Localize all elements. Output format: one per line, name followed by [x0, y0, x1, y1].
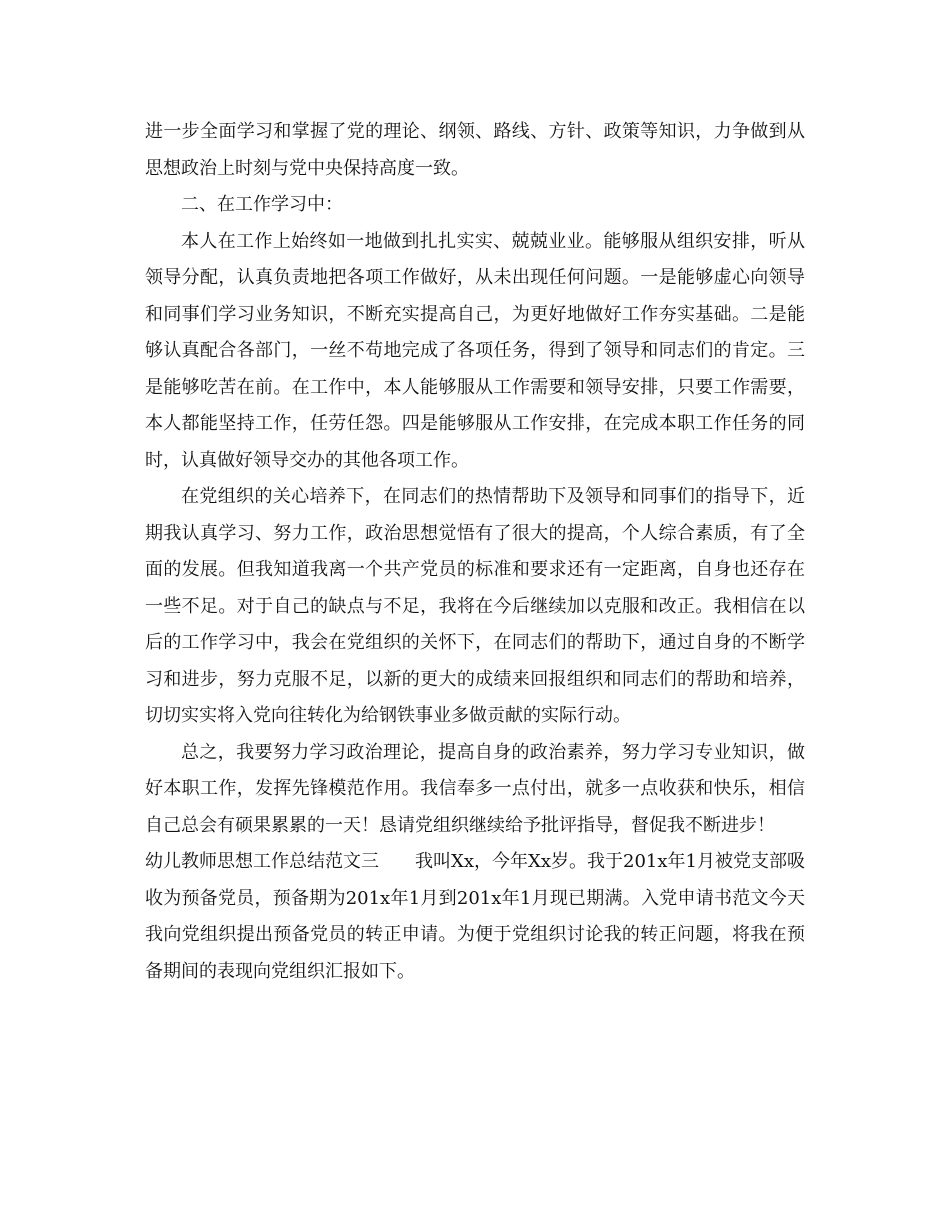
paragraph-intro-continuation: 进一步全面学习和掌握了党的理论、纲领、路线、方针、政策等知识，力争做到从思想政治上时刻与党中央保持高度一致。	[145, 121, 805, 179]
document-body	[145, 114, 805, 990]
section-heading: 二、在工作学习中：	[181, 194, 343, 215]
paragraph-conclusion: 总之，我要努力学习政治理论，提高自身的政治素养，努力学习专业知识，做好本职工作，发挥先锋模范作用。我信奉多一点付出，就多一点收获和快乐，相信自己总会有硕果累累的一天！恳请党组织继续给予批评指导，督促我不断进步！	[145, 741, 805, 836]
paragraph-work-study: 本人在工作上始终如一地做到扎扎实实、兢兢业业。能够服从组织安排，听从领导分配，认真负责地把各项工作做好，从未出现任何问题。一是能够虚心向领导和同事们学习业务知识，不断充实提高自己，为更好地做好工作夯实基础。二是能够认真配合各部门，一丝不苟地完成了各项任务，得到了领导和同志们的肯定。三是能够吃苦在前。在工作中，本人能够服从工作需要和领导安排，只要工作需要，本人都能坚持工作，任劳任怨。四是能够服从工作安排，在完成本职工作任务的同时，认真做好领导交办的其他各项工作。	[145, 230, 805, 471]
paragraph-growth: 在党组织的关心培养下，在同志们的热情帮助下及领导和同事们的指导下，近期我认真学习、努力工作，政治思想觉悟有了很大的提高，个人综合素质，有了全面的发展。但我知道我离一个共产党员的标准和要求还有一定距离，自身也还存在一些不足。对于自己的缺点与不足，我将在今后继续加以克服和改正。我相信在以后的工作学习中，我会在党组织的关怀下，在同志们的帮助下，通过自身的不断学习和进步，努力克服不足，以新的更大的成绩来回报组织和同志们的帮助和培养，切切实实将入党向往转化为给钢铁事业多做贡献的实际行动。	[145, 486, 805, 726]
paragraph-sample-three: 幼儿教师思想工作总结范文三 我叫Xx，今年Xx岁。我于201x年1月被党支部吸收为预备党员，预备期为201x年1月到201x年1月现已期满。入党申请书范文今天我向党组织提出预备党员的转正申请。为便于党组织讨论我的转正问题，将我在预备期间的表现向党组织汇报如下。	[145, 851, 805, 982]
